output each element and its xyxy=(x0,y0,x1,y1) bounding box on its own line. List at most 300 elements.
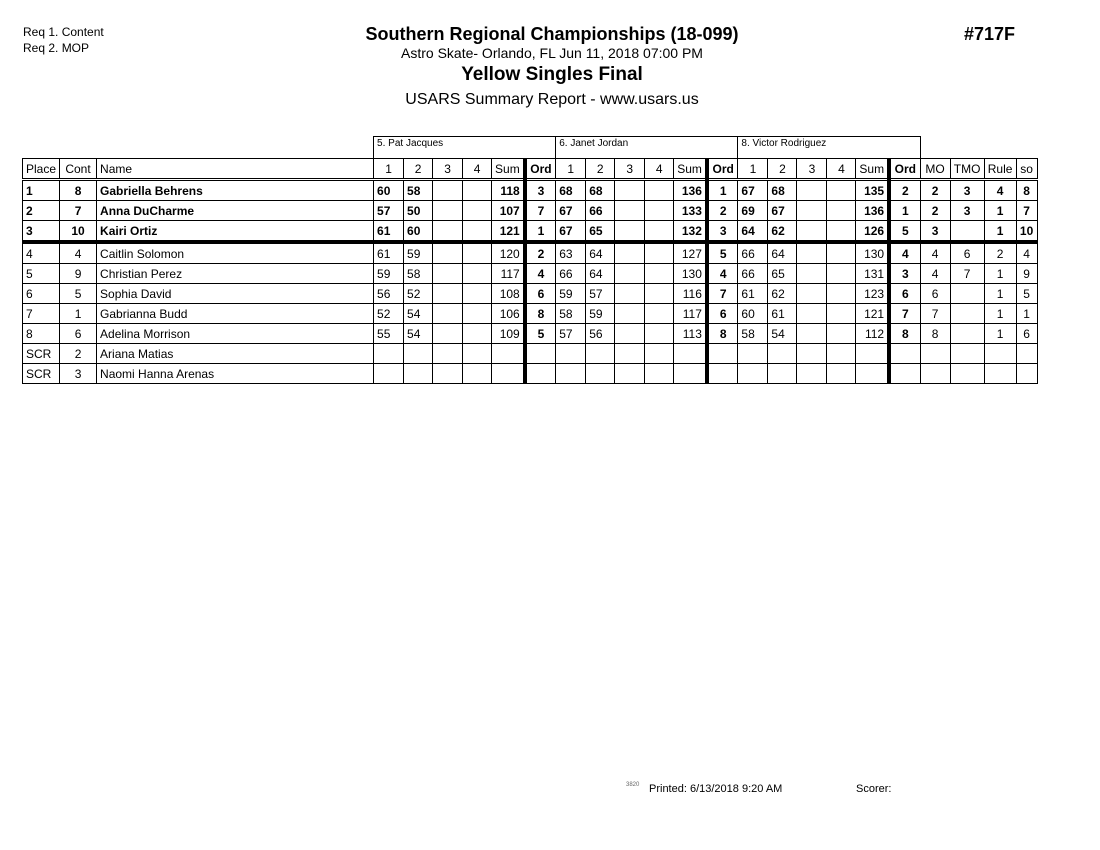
score-cell xyxy=(827,180,856,201)
score-cell: 57 xyxy=(374,201,404,221)
header-judge-col: 2 xyxy=(768,159,797,180)
score-cell xyxy=(433,284,463,304)
ordinal-cell: 4 xyxy=(889,242,920,264)
tmo-cell: 3 xyxy=(950,180,984,201)
cont-cell: 1 xyxy=(60,304,97,324)
sum-cell: 112 xyxy=(856,324,889,344)
score-cell xyxy=(827,221,856,243)
place-cell: 2 xyxy=(23,201,60,221)
header-place: Place xyxy=(23,159,60,180)
header-judge-col: 4 xyxy=(827,159,856,180)
score-cell: 66 xyxy=(556,264,586,284)
sum-cell xyxy=(492,364,525,384)
rule-cell xyxy=(984,344,1016,364)
venue-line: Astro Skate- Orlando, FL Jun 11, 2018 07:00 PM xyxy=(401,45,703,61)
so-cell: 7 xyxy=(1016,201,1037,221)
score-cell: 65 xyxy=(586,221,615,243)
score-cell xyxy=(645,221,674,243)
score-cell xyxy=(738,344,768,364)
score-cell xyxy=(827,201,856,221)
score-cell xyxy=(797,264,827,284)
ordinal-cell: 6 xyxy=(707,304,738,324)
mo-cell xyxy=(920,344,950,364)
table-row xyxy=(23,344,1038,364)
requirement-1: Req 1. Content xyxy=(23,25,104,39)
score-cell xyxy=(827,304,856,324)
score-cell: 61 xyxy=(738,284,768,304)
so-cell: 5 xyxy=(1016,284,1037,304)
sum-cell: 136 xyxy=(674,180,707,201)
score-cell xyxy=(615,304,645,324)
score-cell: 56 xyxy=(586,324,615,344)
name-cell: Adelina Morrison xyxy=(97,324,374,344)
rule-cell: 1 xyxy=(984,284,1016,304)
score-cell: 62 xyxy=(768,221,797,243)
score-cell: 54 xyxy=(404,324,433,344)
score-cell xyxy=(404,364,433,384)
sum-cell: 106 xyxy=(492,304,525,324)
sum-cell: 109 xyxy=(492,324,525,344)
mo-cell: 8 xyxy=(920,324,950,344)
score-cell: 68 xyxy=(556,180,586,201)
score-cell xyxy=(827,324,856,344)
score-cell: 67 xyxy=(738,180,768,201)
footer-code: 3820 xyxy=(626,782,640,788)
score-cell: 67 xyxy=(556,221,586,243)
score-cell xyxy=(615,264,645,284)
score-cell xyxy=(797,344,827,364)
score-cell: 54 xyxy=(404,304,433,324)
score-cell xyxy=(827,242,856,264)
report-subtitle: USARS Summary Report - www.usars.us xyxy=(405,91,699,108)
header-judge-col: 1 xyxy=(374,159,404,180)
score-cell xyxy=(615,221,645,243)
rule-cell: 4 xyxy=(984,180,1016,201)
score-cell xyxy=(433,201,463,221)
score-cell: 61 xyxy=(768,304,797,324)
score-cell: 68 xyxy=(768,180,797,201)
ordinal-cell: 5 xyxy=(525,324,556,344)
ordinal-cell: 4 xyxy=(707,264,738,284)
ordinal-cell: 7 xyxy=(525,201,556,221)
cont-cell: 5 xyxy=(60,284,97,304)
ordinal-cell: 2 xyxy=(889,180,920,201)
ordinal-cell: 6 xyxy=(525,284,556,304)
name-cell: Christian Perez xyxy=(97,264,374,284)
cont-cell: 6 xyxy=(60,324,97,344)
score-cell xyxy=(797,284,827,304)
score-cell: 57 xyxy=(586,284,615,304)
score-cell: 60 xyxy=(738,304,768,324)
table-row xyxy=(23,180,1038,201)
name-cell: Kairi Ortiz xyxy=(97,221,374,243)
mo-cell: 6 xyxy=(920,284,950,304)
header-judge-col: 1 xyxy=(738,159,768,180)
sum-cell xyxy=(856,364,889,384)
place-cell: 4 xyxy=(23,242,60,264)
score-cell: 65 xyxy=(768,264,797,284)
score-cell xyxy=(463,242,492,264)
table-row xyxy=(23,284,1038,304)
place-cell: 3 xyxy=(23,221,60,243)
score-cell: 64 xyxy=(768,242,797,264)
score-cell xyxy=(797,180,827,201)
so-cell xyxy=(1016,344,1037,364)
name-cell: Gabrianna Budd xyxy=(97,304,374,324)
table-row xyxy=(23,201,1038,221)
ordinal-cell: 4 xyxy=(525,264,556,284)
score-cell xyxy=(556,364,586,384)
ordinal-cell xyxy=(889,344,920,364)
sum-cell: 107 xyxy=(492,201,525,221)
score-cell xyxy=(738,364,768,384)
table-row xyxy=(23,264,1038,284)
score-cell xyxy=(463,304,492,324)
sum-cell: 117 xyxy=(674,304,707,324)
sum-cell: 108 xyxy=(492,284,525,304)
rule-cell xyxy=(984,364,1016,384)
score-cell xyxy=(433,304,463,324)
score-cell xyxy=(374,344,404,364)
header-judge-col: 2 xyxy=(404,159,433,180)
sum-cell: 113 xyxy=(674,324,707,344)
score-cell: 64 xyxy=(738,221,768,243)
score-cell xyxy=(645,304,674,324)
sum-cell: 116 xyxy=(674,284,707,304)
mo-cell: 4 xyxy=(920,264,950,284)
judge-header-row xyxy=(23,137,1038,159)
score-cell xyxy=(433,242,463,264)
sum-cell: 131 xyxy=(856,264,889,284)
score-cell xyxy=(463,264,492,284)
ordinal-cell: 1 xyxy=(889,201,920,221)
header-rule: Rule xyxy=(984,159,1016,180)
rule-cell: 1 xyxy=(984,221,1016,243)
score-cell xyxy=(433,264,463,284)
event-title: Yellow Singles Final xyxy=(461,64,643,85)
sum-cell: 121 xyxy=(492,221,525,243)
score-cell xyxy=(463,364,492,384)
score-cell: 57 xyxy=(556,324,586,344)
ordinal-cell: 2 xyxy=(707,201,738,221)
score-cell: 66 xyxy=(738,264,768,284)
so-cell: 9 xyxy=(1016,264,1037,284)
tmo-cell: 3 xyxy=(950,201,984,221)
tmo-cell xyxy=(950,284,984,304)
so-cell: 1 xyxy=(1016,304,1037,324)
sum-cell: 130 xyxy=(856,242,889,264)
header-judge-col: Sum xyxy=(492,159,525,180)
score-cell xyxy=(433,364,463,384)
score-cell xyxy=(586,364,615,384)
so-cell: 10 xyxy=(1016,221,1037,243)
cont-cell: 4 xyxy=(60,242,97,264)
score-cell xyxy=(615,284,645,304)
score-cell xyxy=(615,180,645,201)
sum-cell: 117 xyxy=(492,264,525,284)
tmo-cell: 6 xyxy=(950,242,984,264)
score-cell xyxy=(615,324,645,344)
requirement-2: Req 2. MOP xyxy=(23,41,90,55)
score-cell xyxy=(433,324,463,344)
score-cell xyxy=(615,242,645,264)
judge-name: 6. Janet Jordan xyxy=(556,137,738,159)
sum-cell: 132 xyxy=(674,221,707,243)
place-cell: SCR xyxy=(23,364,60,384)
score-cell: 66 xyxy=(586,201,615,221)
score-cell xyxy=(645,324,674,344)
score-cell xyxy=(404,344,433,364)
header-cont: Cont xyxy=(60,159,97,180)
sum-cell: 133 xyxy=(674,201,707,221)
score-cell xyxy=(433,344,463,364)
score-cell: 67 xyxy=(768,201,797,221)
tmo-cell xyxy=(950,304,984,324)
name-cell: Caitlin Solomon xyxy=(97,242,374,264)
spacer xyxy=(920,137,1037,159)
score-cell: 58 xyxy=(556,304,586,324)
score-cell xyxy=(797,221,827,243)
header-name: Name xyxy=(97,159,374,180)
sum-cell: 123 xyxy=(856,284,889,304)
sum-cell: 135 xyxy=(856,180,889,201)
printed-date: Printed: 6/13/2018 9:20 AM xyxy=(649,783,783,795)
table-row xyxy=(23,242,1038,264)
score-cell: 64 xyxy=(586,242,615,264)
tmo-cell xyxy=(950,324,984,344)
sum-cell xyxy=(674,344,707,364)
ordinal-cell: 7 xyxy=(889,304,920,324)
place-cell: 6 xyxy=(23,284,60,304)
tmo-cell xyxy=(950,221,984,243)
name-cell: Ariana Matias xyxy=(97,344,374,364)
score-cell xyxy=(615,201,645,221)
score-cell xyxy=(463,344,492,364)
table-row xyxy=(23,364,1038,384)
score-cell: 52 xyxy=(404,284,433,304)
score-cell xyxy=(827,364,856,384)
ordinal-cell xyxy=(525,344,556,364)
name-cell: Anna DuCharme xyxy=(97,201,374,221)
header-mo: MO xyxy=(920,159,950,180)
ordinal-cell: 3 xyxy=(889,264,920,284)
score-cell xyxy=(645,364,674,384)
score-cell xyxy=(797,364,827,384)
score-cell xyxy=(556,344,586,364)
header-tmo: TMO xyxy=(950,159,984,180)
score-cell xyxy=(827,284,856,304)
ordinal-cell: 8 xyxy=(525,304,556,324)
score-cell: 56 xyxy=(374,284,404,304)
place-cell: 8 xyxy=(23,324,60,344)
so-cell: 6 xyxy=(1016,324,1037,344)
score-cell: 55 xyxy=(374,324,404,344)
ordinal-cell: 6 xyxy=(889,284,920,304)
header-judge-col: Sum xyxy=(856,159,889,180)
header-so: so xyxy=(1016,159,1037,180)
score-cell: 67 xyxy=(556,201,586,221)
score-cell xyxy=(827,344,856,364)
score-cell xyxy=(645,344,674,364)
ordinal-cell: 2 xyxy=(525,242,556,264)
rule-cell: 2 xyxy=(984,242,1016,264)
so-cell xyxy=(1016,364,1037,384)
ordinal-cell: 3 xyxy=(707,221,738,243)
header-judge-col: 3 xyxy=(797,159,827,180)
score-cell xyxy=(645,180,674,201)
score-cell: 58 xyxy=(738,324,768,344)
header-judge-col: 4 xyxy=(645,159,674,180)
name-cell: Gabriella Behrens xyxy=(97,180,374,201)
score-cell: 61 xyxy=(374,242,404,264)
tmo-cell xyxy=(950,364,984,384)
ordinal-cell: 8 xyxy=(707,324,738,344)
score-cell xyxy=(645,242,674,264)
sum-cell: 136 xyxy=(856,201,889,221)
score-cell: 52 xyxy=(374,304,404,324)
column-header-row xyxy=(23,159,1038,180)
table-row xyxy=(23,304,1038,324)
score-cell: 58 xyxy=(404,180,433,201)
results-table xyxy=(22,136,1038,384)
rule-cell: 1 xyxy=(984,264,1016,284)
header-judge-col: Ord xyxy=(707,159,738,180)
score-cell: 58 xyxy=(404,264,433,284)
event-code: #717F xyxy=(964,24,1016,44)
report-title: Southern Regional Championships (18-099) xyxy=(365,24,739,44)
score-cell xyxy=(463,201,492,221)
cont-cell: 2 xyxy=(60,344,97,364)
score-cell xyxy=(433,221,463,243)
judge-name: 8. Victor Rodriguez xyxy=(738,137,920,159)
score-cell xyxy=(768,344,797,364)
place-cell: 1 xyxy=(23,180,60,201)
sum-cell: 118 xyxy=(492,180,525,201)
score-cell xyxy=(768,364,797,384)
score-cell: 64 xyxy=(586,264,615,284)
header-judge-col: 4 xyxy=(463,159,492,180)
score-cell: 50 xyxy=(404,201,433,221)
judge-name: 5. Pat Jacques xyxy=(374,137,556,159)
rule-cell: 1 xyxy=(984,201,1016,221)
name-cell: Sophia David xyxy=(97,284,374,304)
ordinal-cell xyxy=(889,364,920,384)
score-cell xyxy=(463,180,492,201)
name-cell: Naomi Hanna Arenas xyxy=(97,364,374,384)
ordinal-cell: 1 xyxy=(707,180,738,201)
score-cell: 59 xyxy=(374,264,404,284)
score-cell xyxy=(463,324,492,344)
cont-cell: 8 xyxy=(60,180,97,201)
header-judge-col: Ord xyxy=(525,159,556,180)
score-cell xyxy=(645,264,674,284)
sum-cell: 126 xyxy=(856,221,889,243)
mo-cell xyxy=(920,364,950,384)
score-cell: 62 xyxy=(768,284,797,304)
score-cell xyxy=(797,201,827,221)
score-cell: 54 xyxy=(768,324,797,344)
score-cell xyxy=(374,364,404,384)
score-cell: 68 xyxy=(586,180,615,201)
score-cell: 59 xyxy=(586,304,615,324)
score-cell xyxy=(797,324,827,344)
rule-cell: 1 xyxy=(984,304,1016,324)
mo-cell: 7 xyxy=(920,304,950,324)
score-cell: 63 xyxy=(556,242,586,264)
mo-cell: 3 xyxy=(920,221,950,243)
header-judge-col: 1 xyxy=(556,159,586,180)
score-cell xyxy=(645,201,674,221)
so-cell: 8 xyxy=(1016,180,1037,201)
place-cell: SCR xyxy=(23,344,60,364)
score-cell: 69 xyxy=(738,201,768,221)
ordinal-cell: 5 xyxy=(707,242,738,264)
cont-cell: 9 xyxy=(60,264,97,284)
cont-cell: 10 xyxy=(60,221,97,243)
header-judge-col: Ord xyxy=(889,159,920,180)
header-judge-col: Sum xyxy=(674,159,707,180)
score-cell: 60 xyxy=(374,180,404,201)
header-judge-col: 3 xyxy=(615,159,645,180)
score-cell xyxy=(645,284,674,304)
header-judge-col: 2 xyxy=(586,159,615,180)
mo-cell: 2 xyxy=(920,201,950,221)
score-cell: 59 xyxy=(404,242,433,264)
header-judge-col: 3 xyxy=(433,159,463,180)
sum-cell xyxy=(674,364,707,384)
score-cell: 61 xyxy=(374,221,404,243)
ordinal-cell: 3 xyxy=(525,180,556,201)
tmo-cell xyxy=(950,344,984,364)
spacer xyxy=(23,137,374,159)
score-cell xyxy=(433,180,463,201)
ordinal-cell xyxy=(707,344,738,364)
sum-cell xyxy=(856,344,889,364)
ordinal-cell: 1 xyxy=(525,221,556,243)
sum-cell: 130 xyxy=(674,264,707,284)
cont-cell: 3 xyxy=(60,364,97,384)
score-cell: 60 xyxy=(404,221,433,243)
table-row xyxy=(23,221,1038,243)
ordinal-cell xyxy=(525,364,556,384)
score-cell: 59 xyxy=(556,284,586,304)
score-cell xyxy=(586,344,615,364)
mo-cell: 2 xyxy=(920,180,950,201)
score-cell xyxy=(827,264,856,284)
place-cell: 7 xyxy=(23,304,60,324)
cont-cell: 7 xyxy=(60,201,97,221)
score-cell xyxy=(615,364,645,384)
rule-cell: 1 xyxy=(984,324,1016,344)
ordinal-cell: 7 xyxy=(707,284,738,304)
tmo-cell: 7 xyxy=(950,264,984,284)
sum-cell: 121 xyxy=(856,304,889,324)
so-cell: 4 xyxy=(1016,242,1037,264)
score-cell: 66 xyxy=(738,242,768,264)
ordinal-cell: 5 xyxy=(889,221,920,243)
sum-cell: 120 xyxy=(492,242,525,264)
score-cell xyxy=(615,344,645,364)
place-cell: 5 xyxy=(23,264,60,284)
ordinal-cell: 8 xyxy=(889,324,920,344)
score-cell xyxy=(797,304,827,324)
table-row xyxy=(23,324,1038,344)
score-cell xyxy=(463,284,492,304)
sum-cell: 127 xyxy=(674,242,707,264)
scorer-label: Scorer: xyxy=(856,783,892,795)
mo-cell: 4 xyxy=(920,242,950,264)
ordinal-cell xyxy=(707,364,738,384)
